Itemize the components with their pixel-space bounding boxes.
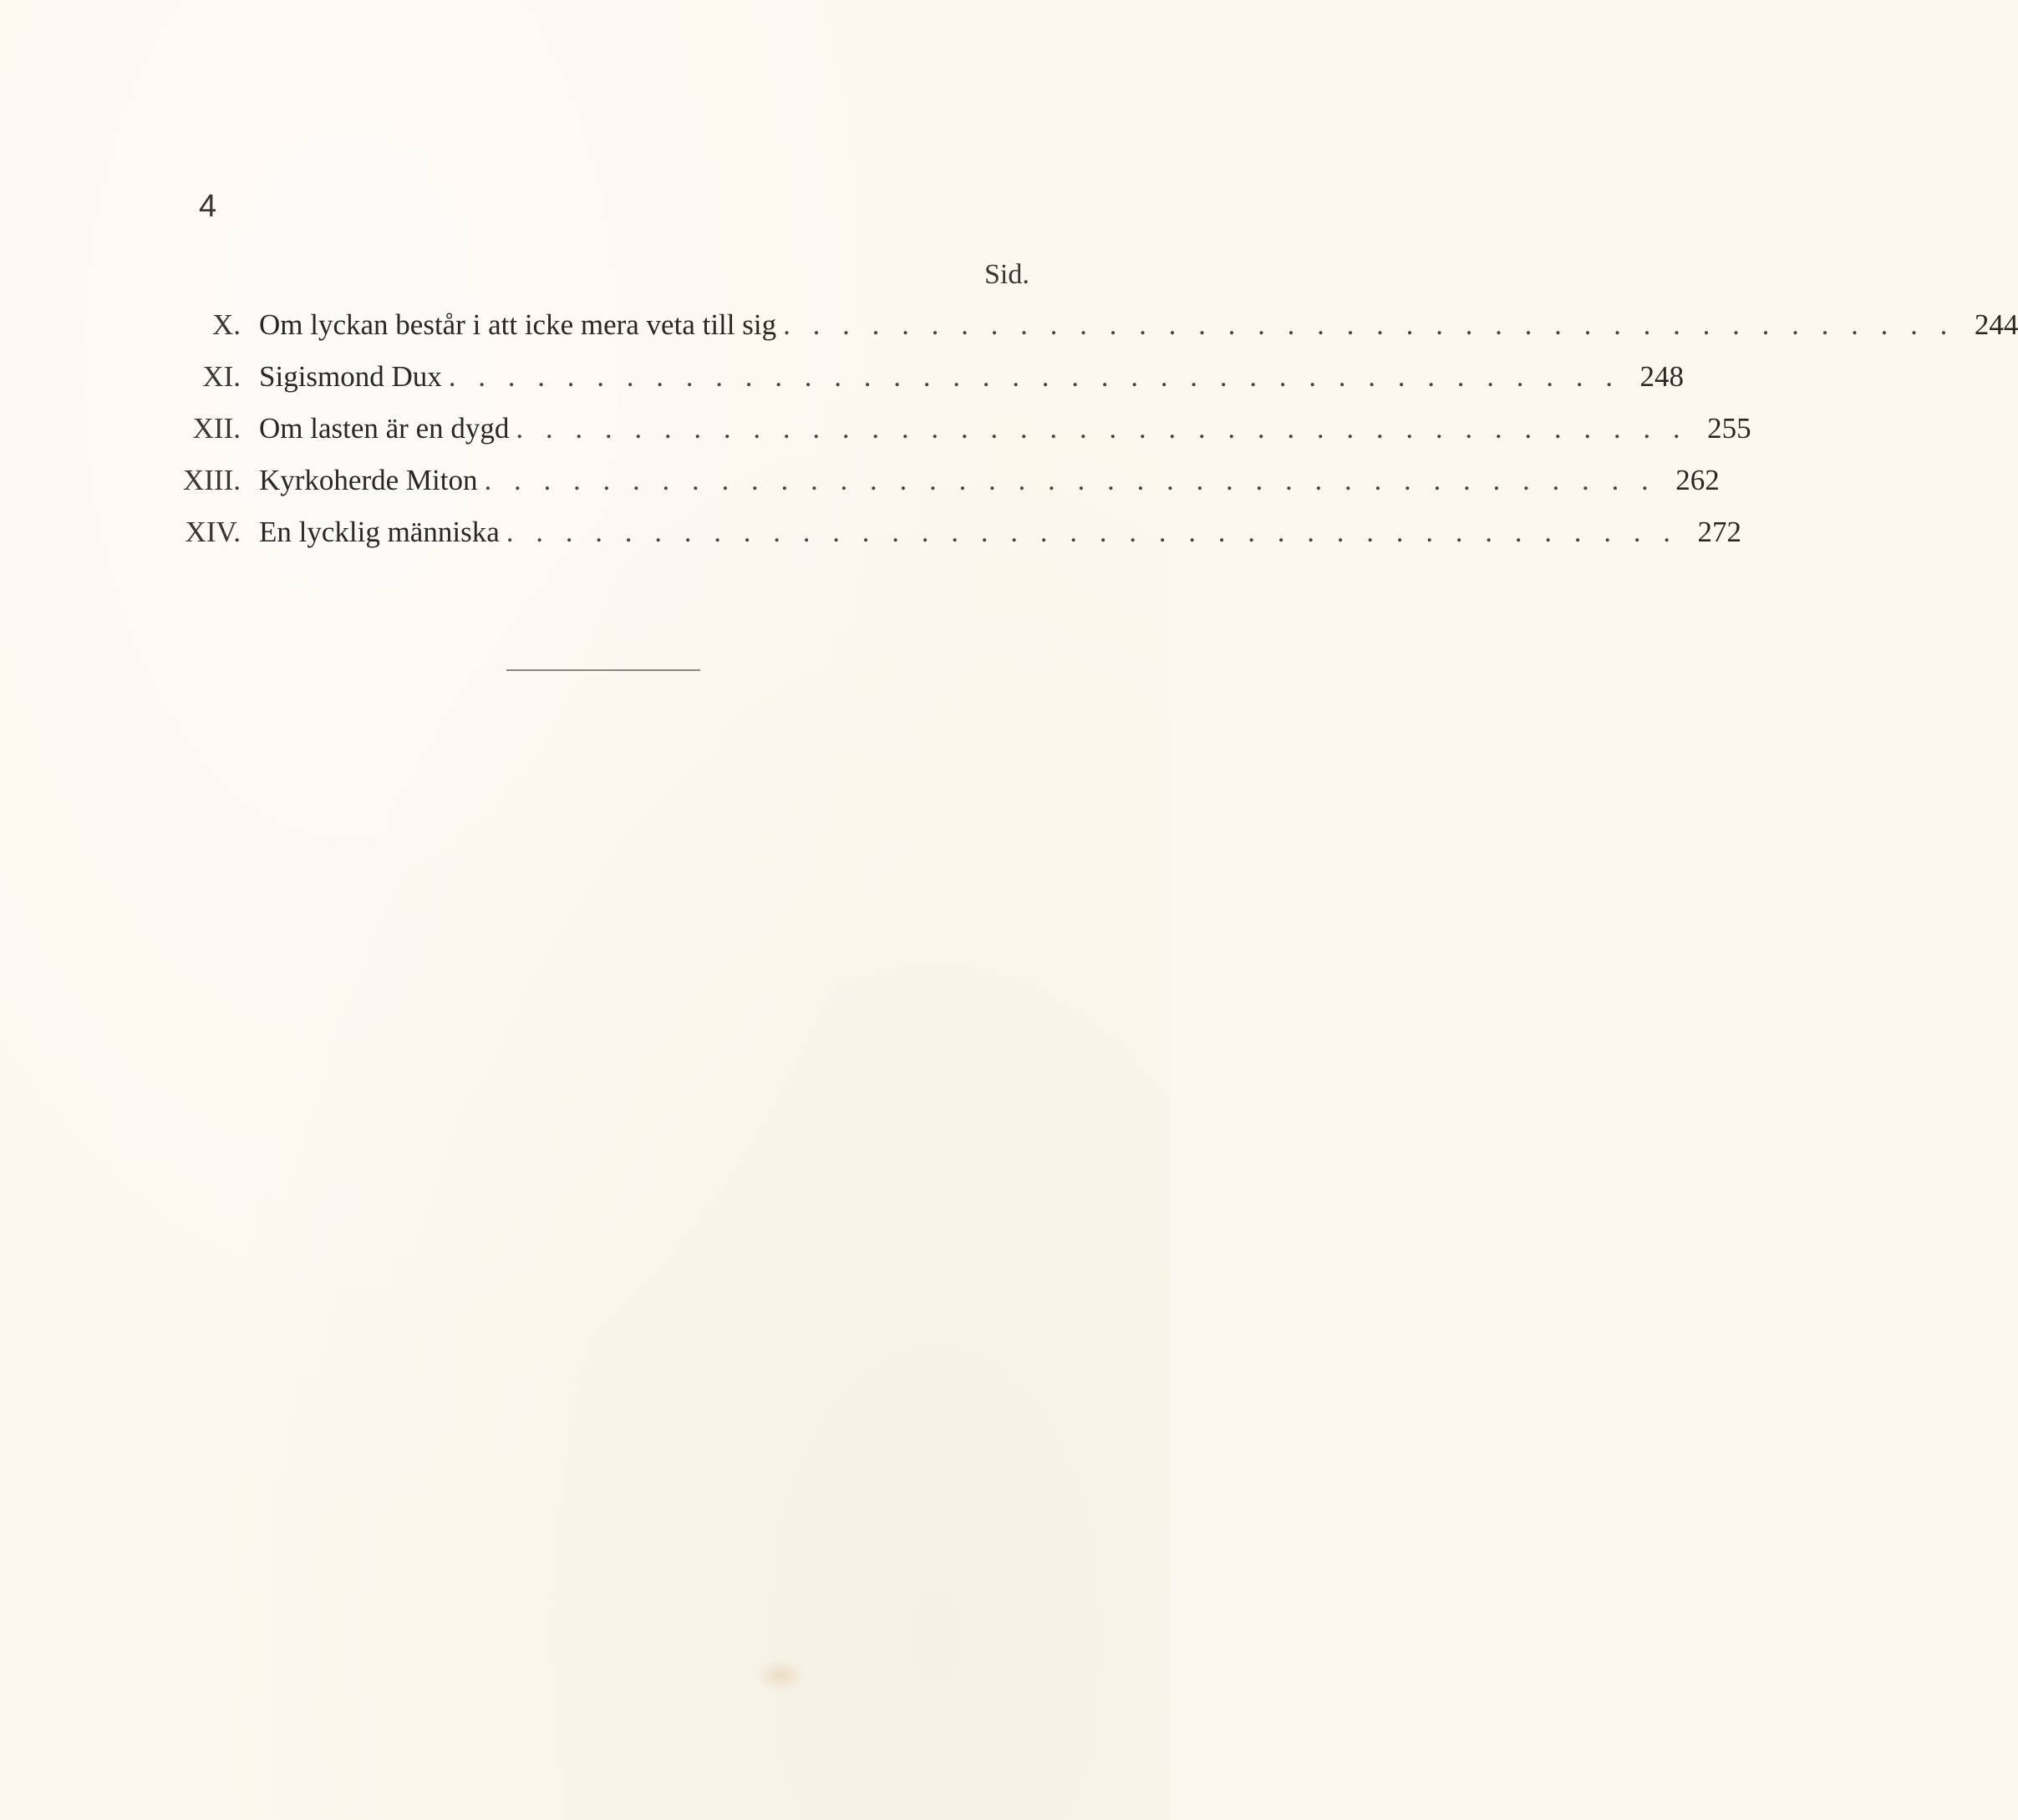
toc-entry	[150, 351, 1685, 403]
page-number: 4	[199, 189, 217, 224]
toc-entry-page: 244	[1974, 308, 2018, 341]
toc-entry	[150, 299, 2018, 351]
toc-entry-title: Kyrkoherde Miton	[259, 464, 478, 496]
toc-dot-leader: . . . . . . . . . . . . . . . . . . . . . . . . . . . . . . . . . . . . . . . .	[506, 516, 1678, 548]
paper-stain	[756, 1659, 806, 1692]
toc-dot-leader: . . . . . . . . . . . . . . . . . . . . . . . . . . . . . . . . . . . . . . . .	[516, 412, 1688, 445]
toc-entry-page: 262	[1675, 464, 1720, 496]
toc-entry-title: Om lyckan består i att icke mera veta till sig	[259, 308, 777, 341]
page-column-header: Sid.	[984, 259, 1029, 290]
table-of-contents	[150, 299, 2018, 558]
toc-entry	[150, 403, 1751, 455]
toc-entry-number: XII.	[192, 412, 241, 445]
toc-entry-page: 255	[1707, 412, 1751, 445]
toc-dot-leader: . . . . . . . . . . . . . . . . . . . . . . . . . . . . . . . . . . . . . . . .	[448, 360, 1621, 393]
toc-entry-page: 248	[1639, 360, 1685, 393]
toc-entry-number: X.	[211, 308, 241, 341]
toc-entry	[150, 506, 1741, 558]
toc-dot-leader: . . . . . . . . . . . . . . . . . . . . . . . . . . . . . . . . . . . . . . . .	[484, 464, 1656, 496]
toc-entry-number: XI.	[202, 360, 241, 393]
toc-entry	[150, 455, 1720, 506]
toc-entry-page: 272	[1697, 516, 1741, 548]
toc-entry-number: XIV.	[185, 516, 241, 548]
toc-entry-title: Sigismond Dux	[259, 360, 442, 393]
toc-entry-title: En lycklig människa	[259, 516, 500, 548]
toc-entry-title: Om lasten är en dygd	[259, 412, 510, 445]
section-divider-rule	[506, 669, 700, 671]
toc-entry-number: XIII.	[183, 464, 241, 496]
toc-dot-leader: . . . . . . . . . . . . . . . . . . . . . . . . . . . . . . . . . . . . . . . .	[783, 308, 1955, 341]
